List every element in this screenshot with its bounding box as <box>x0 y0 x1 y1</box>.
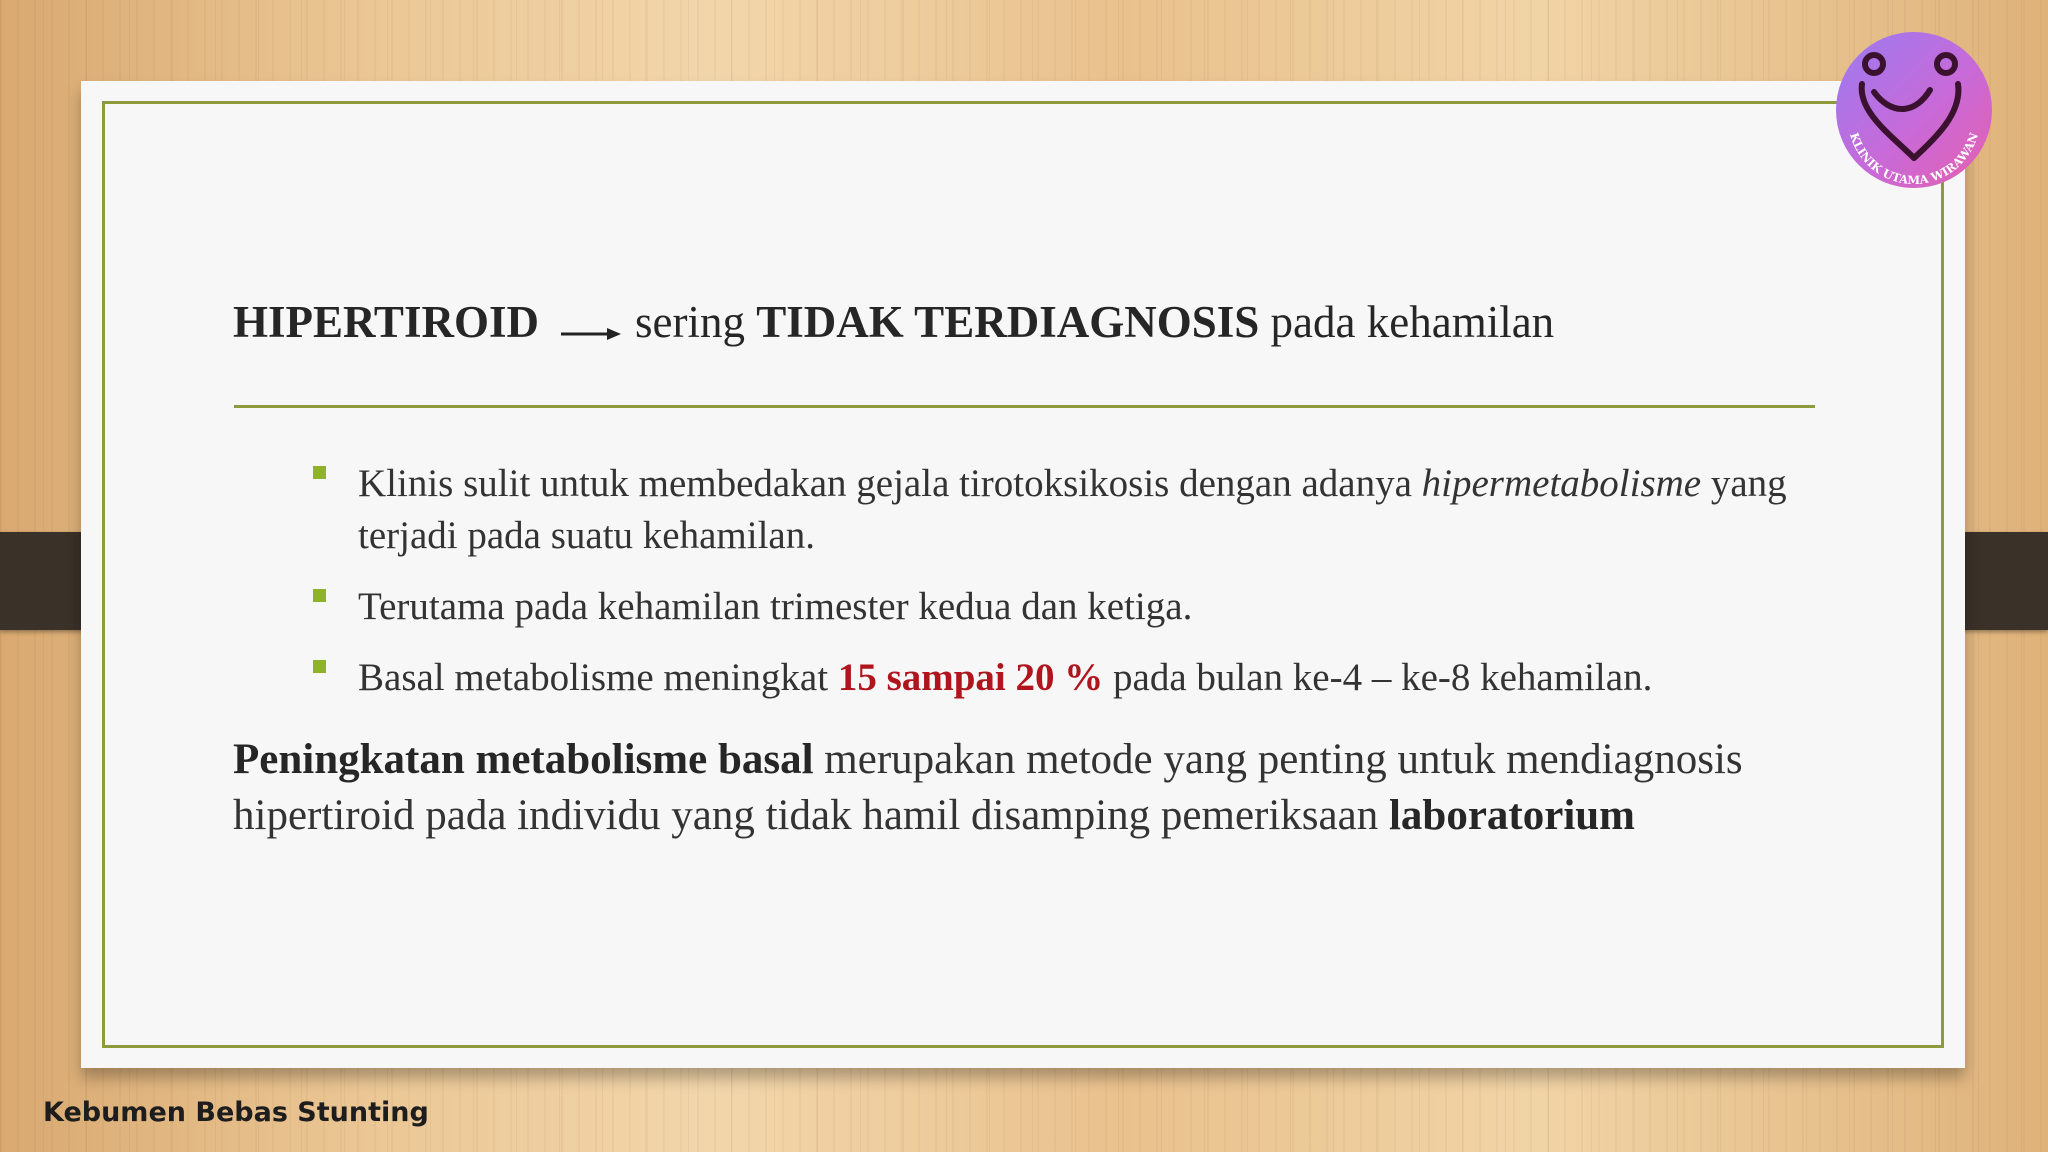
right-arrow-icon <box>561 301 621 353</box>
bullet-1-text: Klinis sulit untuk membedakan gejala tirotoksikosis dengan adanya <box>358 462 1422 505</box>
footer-caption: Kebumen Bebas Stunting <box>43 1097 429 1128</box>
bullet-item-3 <box>358 652 1828 704</box>
slide-title <box>233 296 1554 353</box>
clinic-logo <box>1834 30 1994 190</box>
bullet-1-italic: hipermetabolisme <box>1421 462 1702 505</box>
logo-text: KLINIK UTAMA WIRAWAN <box>1847 130 1981 188</box>
bullet-3-text-end: pada bulan ke-4 – ke-8 kehamilan. <box>1103 656 1653 699</box>
summary-text: merupakan metode yang penting untuk mendiagnosis hipertiroid pada individu yang tidak hamil disamping pemeriksaan <box>233 736 1743 839</box>
bullet-list <box>358 458 1828 723</box>
summary-bold-start: Peningkatan metabolisme basal <box>233 736 814 783</box>
title-sering: sering <box>634 297 745 347</box>
title-hipertiroid: HIPERTIROID <box>233 297 539 347</box>
bullet-2-text: Terutama pada kehamilan trimester kedua dan ketiga. <box>358 585 1193 628</box>
bullet-3-text: Basal metabolisme meningkat <box>358 656 838 699</box>
summary-bold-end: laboratorium <box>1388 792 1636 839</box>
bullet-square-icon <box>313 589 326 602</box>
title-pada-kehamilan: pada kehamilan <box>1270 297 1555 347</box>
summary-paragraph <box>233 732 1813 844</box>
bullet-item-2 <box>358 581 1828 633</box>
bullet-3-highlight: 15 sampai 20 % <box>837 656 1104 699</box>
title-tidak-terdiagnosis: TIDAK TERDIAGNOSIS <box>756 297 1260 347</box>
bullet-square-icon <box>313 660 326 673</box>
title-divider <box>234 405 1815 408</box>
bullet-item-1 <box>358 458 1828 562</box>
bullet-1-text-end: yang terjadi pada suatu kehamilan. <box>358 462 1787 557</box>
bullet-square-icon <box>313 466 326 479</box>
